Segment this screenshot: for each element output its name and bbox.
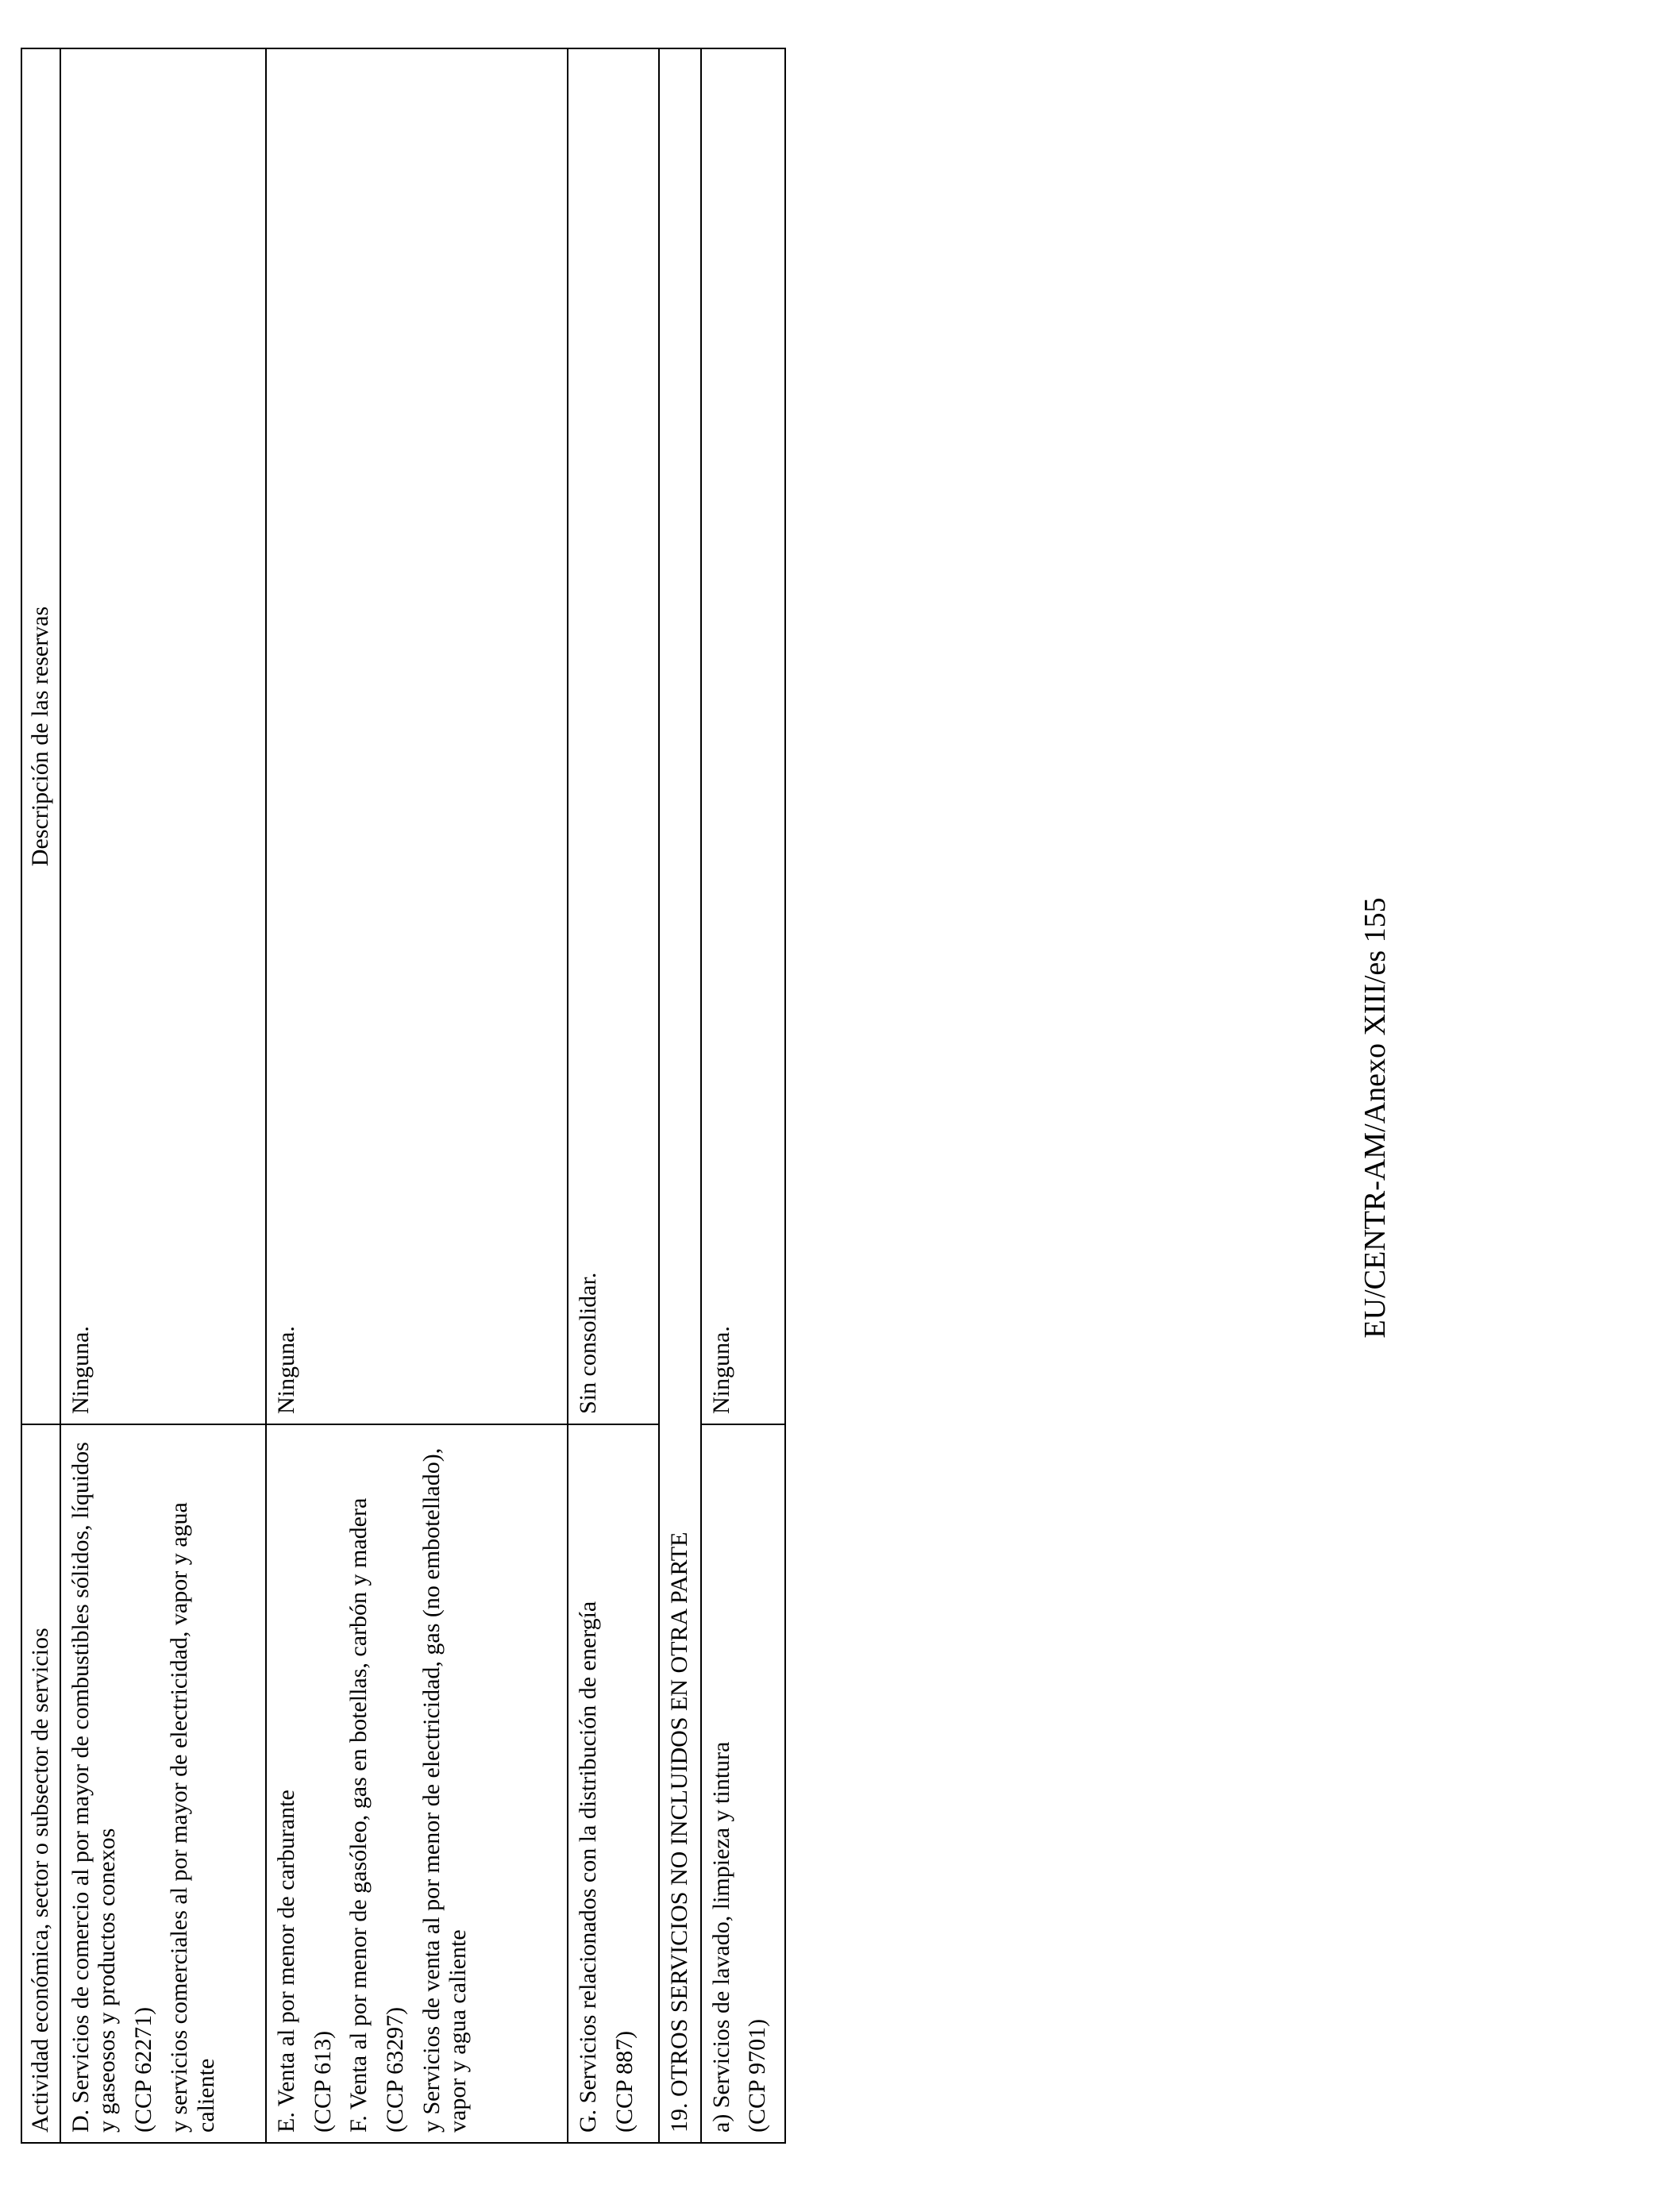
activity-cell <box>60 1424 267 2143</box>
activity-code: (CCP 62271) <box>129 2006 156 2133</box>
activity-code: (CCP 887) <box>611 2030 638 2133</box>
activity-code: (CCP 613) <box>309 2030 336 2133</box>
reserve-cell: Ninguna. <box>60 48 267 1424</box>
activity-text: a) Servicios de lavado, limpieza y tintura <box>707 1741 734 2133</box>
activity-code: (CCP 63297) <box>382 2006 409 2133</box>
table-row <box>568 48 658 2143</box>
table-row <box>701 48 785 2143</box>
reserve-cell: Ninguna. <box>266 48 568 1424</box>
header-activity: Actividad económica, sector o subsector de servicios <box>21 1424 60 2143</box>
reserve-cell: Ninguna. <box>701 48 785 1424</box>
header-reserves: Descripción de las reservas <box>21 48 60 1424</box>
activity-cell <box>568 1424 658 2143</box>
activity-text: y Servicios de venta al por menor de electricidad, gas (no embotellado), vapor y agua caliente <box>418 1447 472 2133</box>
activity-text: F. Venta al por menor de gasóleo, gas en botellas, carbón y madera <box>345 1497 372 2133</box>
activity-text: E. Venta al por menor de carburante <box>273 1790 300 2133</box>
table-row <box>266 48 568 2143</box>
section-heading: 19. OTROS SERVICIOS NO INCLUIDOS EN OTRA PARTE <box>659 48 701 2143</box>
reserves-table <box>21 48 786 2144</box>
activity-text: D. Servicios de comercio al por mayor de combustibles sólidos, líquidos y gaseosos y productos conexos <box>67 1442 121 2133</box>
section-row <box>659 48 701 2143</box>
table-header-row <box>21 48 60 2143</box>
footer-reference: EU/CENTR-AM/Anexo XIII/es 155 <box>1358 897 1392 1339</box>
activity-text: y servicios comerciales al por mayor de electricidad, vapor y agua caliente <box>166 1502 220 2133</box>
activity-code: (CCP 9701) <box>744 2018 771 2133</box>
activity-cell <box>701 1424 785 2143</box>
activity-text: G. Servicios relacionados con la distribución de energía <box>575 1601 602 2133</box>
table-row <box>60 48 267 2143</box>
reserve-cell: Sin consolidar. <box>568 48 658 1424</box>
activity-cell <box>266 1424 568 2143</box>
rotated-table-container <box>21 49 786 2144</box>
